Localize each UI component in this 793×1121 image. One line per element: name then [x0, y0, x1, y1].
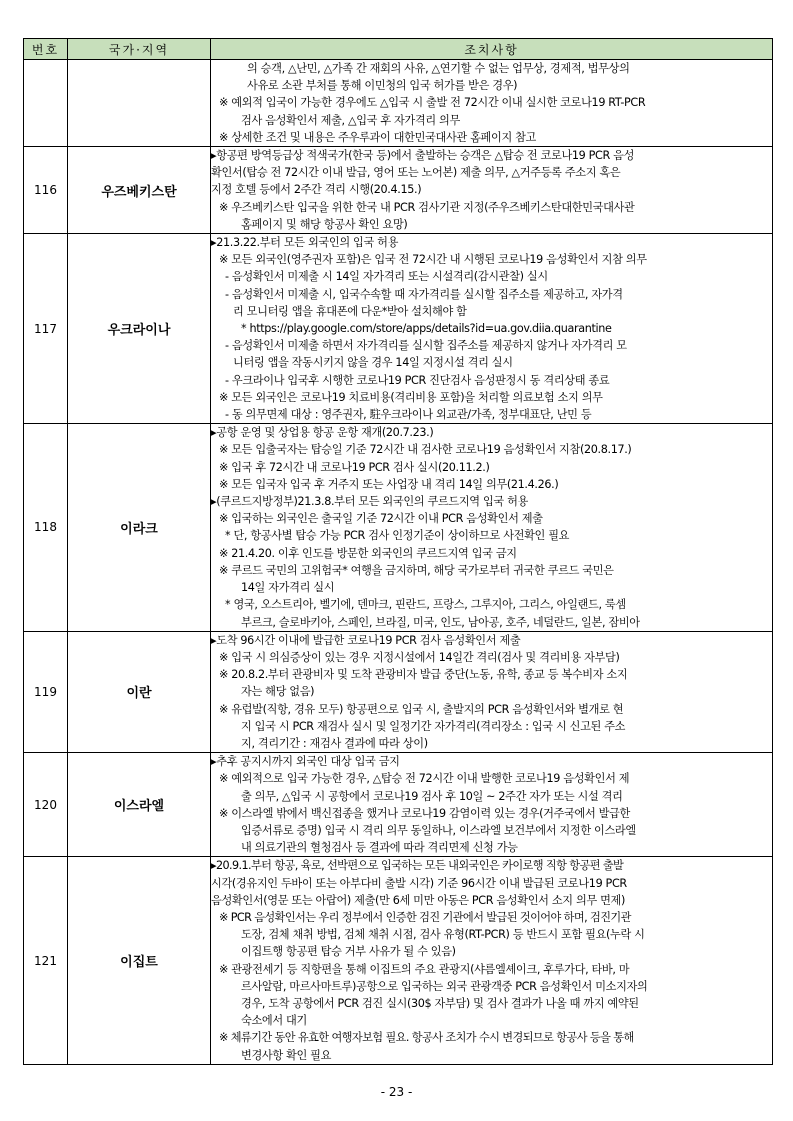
measure-line: 부르크, 슬로바키아, 스페인, 브라질, 미국, 인도, 남아공, 호주, 네덜란드, 일본, 잠비아 [241, 615, 640, 629]
measure-line: 숙소에서 대기 [241, 1014, 307, 1028]
measure-line: 사유로 소관 부처를 통해 이민청의 입국 허가를 받은 경우) [247, 79, 518, 93]
measure-line: ※ 우즈베키스탄 입국을 위한 한국 내 PCR 검사기관 지정(주우즈베키스탄대한민국대사관 [219, 200, 635, 214]
measure-line: ※ 모든 입국자 입국 후 거주지 또는 사업장 내 격리 14일 의무(21.4.26.) [219, 477, 559, 491]
measure-line: 홈페이지 및 해당 항공사 확인 요망) [241, 217, 408, 231]
measure-line: ※ 예외적 입국이 가능한 경우에도 △입국 시 출발 전 72시간 이내 실시한 코로나19 RT-PCR [219, 96, 646, 110]
measure-line: 변경사항 확인 필요 [241, 1048, 332, 1062]
measures-cell [211, 60, 773, 147]
measure-line: - 음성확인서 미제출 하면서 자가격리를 실시할 집주소를 제공하지 않거나 자가격리 모 [225, 339, 627, 353]
measure-line: 14일 자가격리 실시 [241, 581, 335, 595]
measures-cell [211, 631, 773, 752]
row-number: 120 [24, 753, 68, 857]
table-row [24, 234, 773, 424]
measure-line: 출 의무, △입국 시 공항에서 코로나19 검사 후 10일 ~ 2주간 자가 또는 시설 격리 [241, 789, 623, 803]
measure-line: 리 모니터링 앱을 휴대폰에 다운*받아 설치해야 함 [233, 304, 467, 318]
measure-line: - 동 의무면제 대상 : 영주권자, 駐우크라이나 외교관/가족, 정부대표단, 난민 등 [225, 408, 592, 422]
measure-line: ※ 21.4.20. 이후 인도를 방문한 외국인의 쿠르드지역 입국 금지 [219, 546, 517, 560]
measure-line: ※ 모든 외국인(영주권자 포함)은 입국 전 72시간 내 시행된 코로나19 음성확인서 지참 의무 [219, 253, 647, 267]
row-number: 121 [24, 857, 68, 1064]
country-name: 우크라이나 [68, 234, 211, 424]
table-row [24, 857, 773, 1064]
measure-line: * https://play.google.com/store/apps/details?id=ua.gov.diia.quarantine [241, 322, 612, 336]
measure-line: * 영국, 오스트리아, 벨기에, 덴마크, 핀란드, 프랑스, 그루지아, 그리스, 아일랜드, 룩셈 [225, 598, 626, 612]
measure-line: 의 승객, △난민, △가족 간 재회의 사유, △연기할 수 없는 업무상, 경제적, 법무상의 [247, 62, 630, 75]
measure-line: 검사 음성확인서 제출, △입국 후 자가격리 의무 [241, 113, 460, 127]
measure-line: ※ 모든 외국인은 코로나19 치료비용(격리비용 포함)을 처리할 의료보험 소지 의무 [219, 390, 603, 404]
header-num: 번호 [24, 39, 68, 60]
measure-line: * 단, 항공사별 탑승 가능 PCR 검사 인정기준이 상이하므로 사전확인 필요 [225, 529, 570, 543]
measure-line: ※ 20.8.2.부터 관광비자 및 도착 관광비자 발급 중단(노동, 유학, 종교 등 복수비자 소지 [219, 668, 628, 682]
measure-line: 시각(경유지인 두바이 또는 아부다비 출발 시각) 기준 96시간 이내 발급된 코로나19 PCR [211, 876, 627, 890]
page-number: - 23 - [380, 1085, 413, 1099]
measure-line: ※ 이스라엘 밖에서 백신접종을 했거나 코로나19 감염이력 있는 경우(거주국에서 발급한 [219, 806, 630, 820]
measure-line: 지, 격리기간 : 재검사 결과에 따라 상이) [241, 736, 428, 750]
measure-line: ※ PCR 음성확인서는 우리 정부에서 인증한 검진 기관에서 발급된 것이어야 하며, 검진기관 [219, 910, 631, 924]
measure-line: 지정 호텔 등에서 2주간 격리 시행(20.4.15.) [211, 183, 422, 197]
measure-line: 음성확인서(영문 또는 아랍어) 제출(만 6세 미만 아동은 PCR 음성확인서 소지 의무 면제) [211, 893, 626, 907]
country-name: 이스라엘 [68, 753, 211, 857]
measure-line: ▸공항 운영 및 상업용 항공 운항 재개(20.7.23.) [211, 426, 434, 440]
table-row [24, 631, 773, 752]
table-row [24, 424, 773, 631]
measure-line: - 음성확인서 미제출 시, 입국수속할 때 자가격리를 실시할 집주소를 제공하고, 자가격 [225, 287, 623, 301]
measure-line: ▸(쿠르드지방정부)21.3.8.부터 모든 외국인의 쿠르드지역 입국 허용 [211, 495, 528, 509]
row-number: 119 [24, 631, 68, 752]
header-measures: 조치사항 [211, 39, 773, 60]
measure-line: 입증서류로 증명) 입국 시 격리 의무 동일하나, 이스라엘 보건부에서 지정한 이스라엘 [241, 823, 636, 837]
measure-line: ▸추후 공지시까지 외국인 대상 입국 금지 [211, 755, 400, 769]
measure-line: ▸21.3.22.부터 모든 외국인의 입국 허용 [211, 236, 399, 250]
measure-line: ▸항공편 방역등급상 적색국가(한국 등)에서 출발하는 승객은 △탑승 전 코로나19 PCR 음성 [211, 149, 635, 163]
table-row [24, 147, 773, 234]
measures-cell [211, 147, 773, 234]
measure-line: 자는 해당 없음) [241, 685, 315, 699]
measure-line: ※ 예외적으로 입국 가능한 경우, △탑승 전 72시간 이내 발행한 코로나19 음성확인서 제 [219, 772, 630, 786]
measure-line: ▸20.9.1.부터 항공, 육로, 선박편으로 입국하는 모든 내외국인은 카이로행 직항 항공편 출발 [211, 859, 624, 873]
measure-line: ※ 입국하는 외국인은 출국일 기준 72시간 이내 PCR 음성확인서 제출 [219, 512, 543, 526]
measure-line: ※ 입국 후 72시간 내 코로나19 PCR 검사 실시(20.11.2.) [219, 460, 490, 474]
measure-line: 경우, 도착 공항에서 PCR 검진 실시(30$ 자부담) 및 검사 결과가 나올 때 까지 예약된 [241, 996, 639, 1010]
measures-table [23, 38, 773, 1065]
measure-line: ※ 상세한 조건 및 내용은 주우루과이 대한민국대사관 홈페이지 참고 [219, 130, 537, 144]
measure-line: ※ 관광전세기 등 직항편을 통해 이집트의 주요 관광지(샤름엘셰이크, 후루가다, 타바, 마 [219, 962, 630, 976]
country-name: 이란 [68, 631, 211, 752]
measure-line: - 우크라이나 입국후 시행한 코로나19 PCR 진단검사 음성판정시 동 격리상태 종료 [225, 373, 610, 387]
table-row [24, 753, 773, 857]
measure-line: 도장, 검체 채취 방법, 검체 채취 시점, 검사 유형(RT-PCR) 등 반드시 포함 필요(누락 시 [241, 928, 645, 942]
measure-line: 이집트행 항공편 탑승 거부 사유가 될 수 있음) [241, 945, 456, 959]
country-name: 이라크 [68, 424, 211, 631]
measure-line: - 음성확인서 미제출 시 14일 자가격리 또는 시설격리(감시관찰) 실시 [225, 270, 548, 284]
country-name [68, 60, 211, 147]
measure-line: ※ 입국 시 의심증상이 있는 경우 지정시설에서 14일간 격리(검사 및 격리비용 자부담) [219, 650, 620, 664]
measure-line: ※ 유럽발(직항, 경유 모두) 항공편으로 입국 시, 출발지의 PCR 음성확인서와 별개로 현 [219, 702, 624, 716]
measure-line: ※ 체류기간 동안 유효한 여행자보험 필요. 항공사 조치가 수시 변경되므로 항공사 등을 통해 [219, 1031, 634, 1045]
row-number [24, 60, 68, 147]
table-header-row [24, 39, 773, 60]
measures-cell [211, 857, 773, 1064]
measure-line: ※ 모든 입출국자는 탑승일 기준 72시간 내 검사한 코로나19 음성확인서 지참(20.8.17.) [219, 443, 632, 457]
country-name: 이집트 [68, 857, 211, 1064]
measures-cell [211, 753, 773, 857]
country-name: 우즈베키스탄 [68, 147, 211, 234]
measure-line: 내 의료기관의 혈청검사 등 결과에 따라 격리면제 신청 가능 [241, 841, 518, 855]
measure-line: 지 입국 시 PCR 재검사 실시 및 일정기간 자가격리(격리장소 : 입국 시 신고된 주소 [241, 719, 626, 733]
measure-line: 확인서(탑승 전 72시간 이내 발급, 영어 또는 노어본) 제출 의무, △거주등록 주소지 혹은 [211, 166, 621, 180]
measures-cell [211, 424, 773, 631]
measure-line: ※ 쿠르드 국민의 고위험국* 여행을 금지하며, 해당 국가로부터 귀국한 쿠르드 국민은 [219, 563, 614, 577]
measure-line: ▸도착 96시간 이내에 발급한 코로나19 PCR 검사 음성확인서 제출 [211, 633, 521, 647]
row-number: 116 [24, 147, 68, 234]
measure-line: 르사알람, 마르사마트루)공항으로 입국하는 외국 관광객중 PCR 음성확인서 미소지자의 [241, 979, 648, 993]
measures-cell [211, 234, 773, 424]
header-country: 국가·지역 [68, 39, 211, 60]
table-row [24, 60, 773, 147]
measure-line: 니터링 앱을 작동시키지 않을 경우 14일 지정시설 격리 실시 [233, 356, 513, 370]
row-number: 118 [24, 424, 68, 631]
row-number: 117 [24, 234, 68, 424]
